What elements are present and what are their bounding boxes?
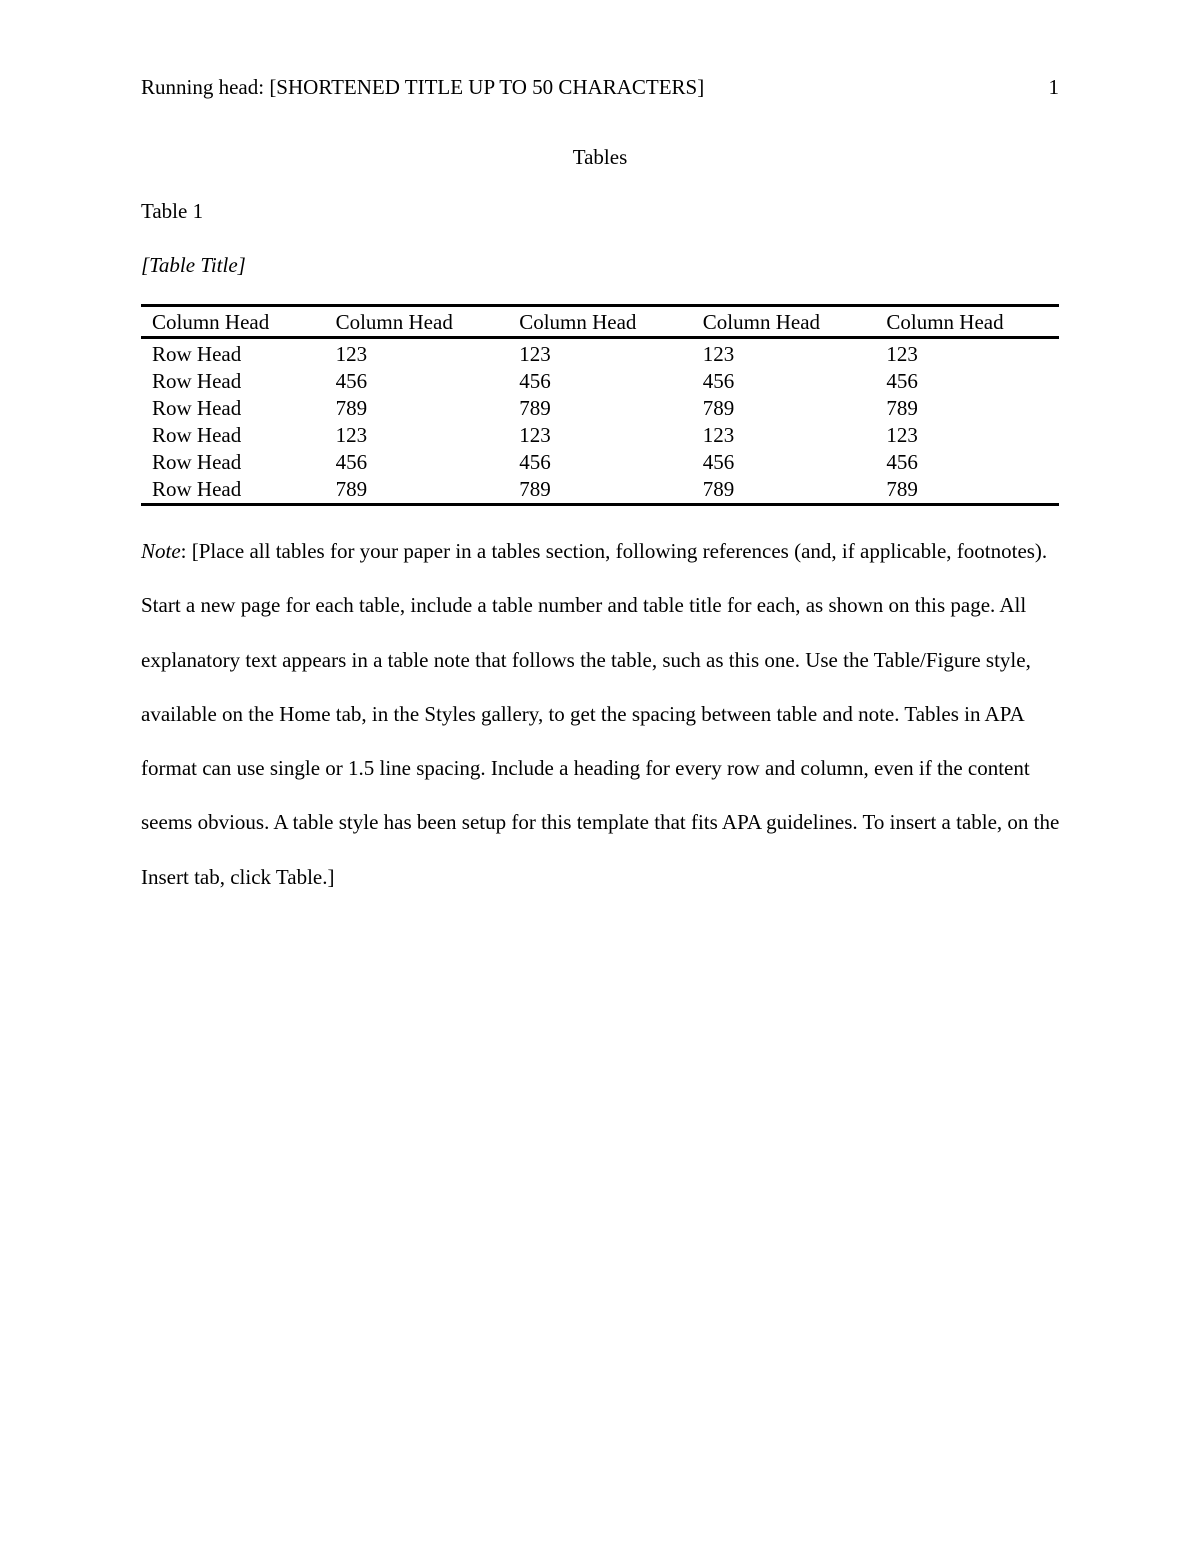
note-label: Note [141,539,181,563]
table-cell: 789 [519,396,551,420]
running-head: Running head: [SHORTENED TITLE UP TO 50 CHARACTERS] [141,75,705,99]
table-row [141,422,1059,449]
table-cell: 789 [886,396,918,420]
table-cell: 123 [702,423,735,447]
row-head: Row Head [152,342,242,366]
table-cell: 456 [335,450,368,474]
table-cell: 123 [886,342,918,366]
table-cell: 456 [702,450,735,474]
data-table [141,304,1059,506]
table-row [141,449,1059,476]
section-title: Tables [572,145,628,169]
table-header-row [141,306,1059,338]
table-cell: 789 [335,396,368,420]
table-note [141,524,1061,904]
table-cell: 123 [886,423,918,447]
row-head: Row Head [152,396,242,420]
table-cell: 456 [335,369,368,393]
table-cell: 789 [702,477,735,501]
row-head: Row Head [152,477,242,501]
page-header [141,72,1059,102]
table-cell: 789 [886,477,918,501]
row-head: Row Head [152,369,242,393]
table-cell: 789 [519,477,551,501]
table-cell: 789 [702,396,735,420]
column-head: Column Head [702,310,821,334]
column-head: Column Head [519,310,637,334]
table-cell: 123 [702,342,735,366]
row-head: Row Head [152,423,242,447]
table-row [141,368,1059,395]
table-cell: 123 [335,342,368,366]
column-head: Column Head [886,310,1004,334]
table-cell: 123 [335,423,368,447]
page-number: 1 [1048,75,1059,99]
table-cell: 456 [886,369,918,393]
column-head: Column Head [335,310,453,334]
table-cell: 456 [886,450,918,474]
table-row [141,395,1059,422]
column-head: Column Head [152,310,270,334]
table-cell: 456 [702,369,735,393]
table-number: Table 1 [141,199,204,223]
note-text: : [Place all tables for your paper in a tables section, following references (and, if applicable, footnotes). Start a new page for each table, include a table number and table title for each, as shown on this page. All explanatory text appears in a table note that follows the table, such as this one. Use the Table/Figure style, available on the Home tab, in the Styles gallery, to get the spacing between table and note. Tables in APA format can use single or 1.5 line spacing. Include a heading for every row and column, even if the content seems obvious. A table style has been setup for this template that fits APA guidelines. To insert a table, on the Insert tab, click Table.] [141,539,1060,889]
table-row [141,338,1059,369]
table-cell: 123 [519,342,551,366]
row-head: Row Head [152,450,242,474]
table-row [141,476,1059,505]
table-cell: 456 [519,369,551,393]
table-cell: 123 [519,423,551,447]
table-title: [Table Title] [141,253,246,277]
table-cell: 789 [335,477,368,501]
table-cell: 456 [519,450,551,474]
